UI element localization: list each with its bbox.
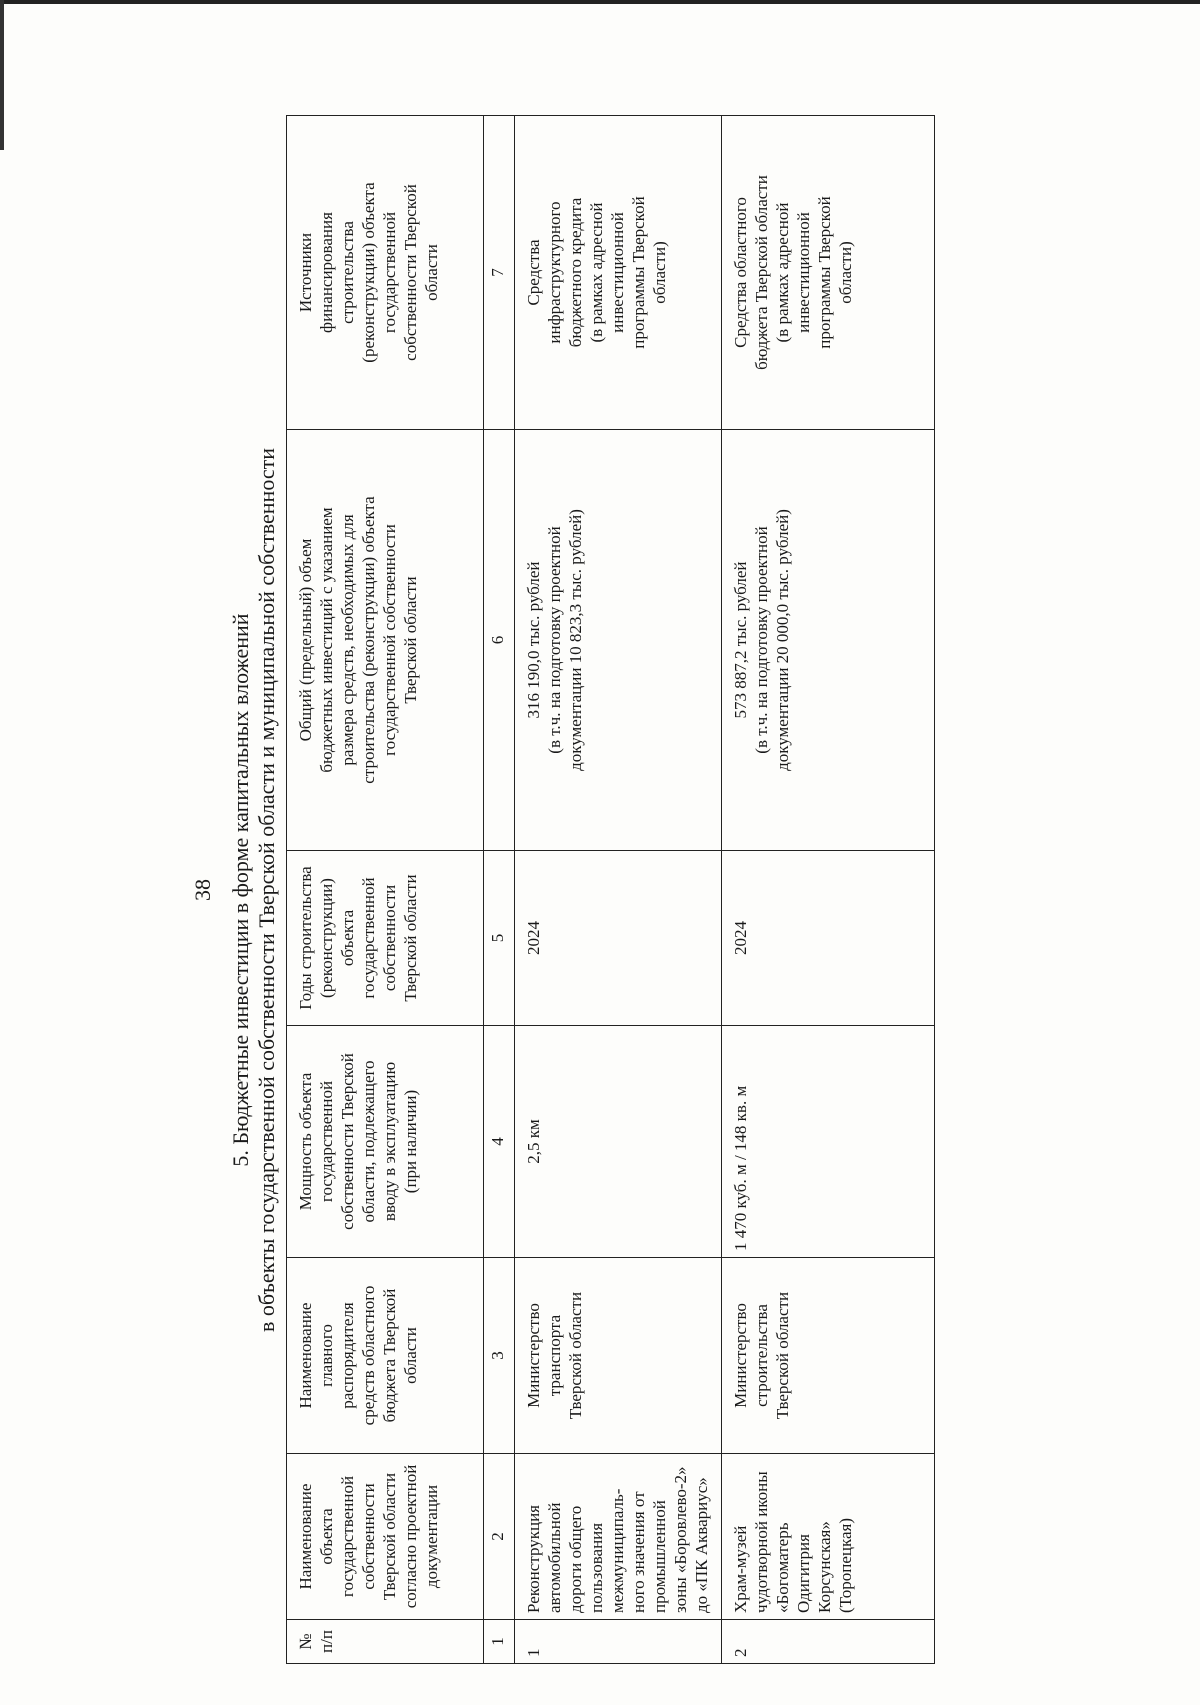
- scan-edge-left: [0, 0, 4, 150]
- column-number: 2: [484, 1454, 515, 1620]
- header-cell-years: Годы строительства (реконструкции) объекта государственной собственности Тверской области: [287, 851, 484, 1026]
- scan-edge-top: [0, 0, 1200, 4]
- cell-manager: Министерство транспорта Тверской области: [515, 1258, 722, 1454]
- column-number: 6: [484, 430, 515, 851]
- cell-manager: Министерство строительства Тверской области: [722, 1258, 935, 1454]
- column-number: 1: [484, 1620, 515, 1664]
- column-number: 4: [484, 1026, 515, 1258]
- table-row: [515, 116, 722, 1664]
- cell-years: 2024: [722, 851, 935, 1026]
- cell-capacity: 2,5 км: [515, 1026, 722, 1258]
- header-cell-manager: Наименование главного распорядителя средств областного бюджета Тверской области: [287, 1258, 484, 1454]
- cell-source: Средства инфраструктурного бюджетного кредита (в рамках адресной инвестиционной программы Тверской области): [515, 116, 722, 430]
- table-row: [722, 116, 935, 1664]
- header-cell-source: Источники финансирования строительства (реконструкции) объекта государственной собственности Тверской области: [287, 116, 484, 430]
- header-cell-object-name: Наименование объекта государственной собственности Тверской области согласно проектной документации: [287, 1454, 484, 1620]
- table-column-number-row: [484, 116, 515, 1664]
- column-number: 5: [484, 851, 515, 1026]
- cell-years: 2024: [515, 851, 722, 1026]
- table-header-row: [287, 116, 484, 1664]
- header-cell-volume: Общий (предельный) объем бюджетных инвестиций с указанием размера средств, необходимых для строительства (реконструкции) объекта государственной собственности Тверской области: [287, 430, 484, 851]
- header-cell-capacity: Мощность объекта государственной собственности Тверской области, подлежащего вводу в эксплуатацию (при наличии): [287, 1026, 484, 1258]
- section-title-line2: в объекты государственной собственности Тверской области и муниципальной собственности: [254, 447, 279, 1333]
- cell-source: Средства областного бюджета Тверской области (в рамках адресной инвестиционной программы Тверской области): [722, 116, 935, 430]
- cell-object-name: Храм-музей чудотворной иконы «Богоматерь Одигитрия Корсунская» (Торопецкая): [722, 1454, 935, 1620]
- cell-num: 1: [515, 1620, 722, 1664]
- cell-volume: 573 887,2 тыс. рублей (в т.ч. на подготовку проектной документации 20 000,0 тыс. рублей): [722, 430, 935, 851]
- cell-volume: 316 190,0 тыс. рублей (в т.ч. на подготовку проектной документации 10 823,3 тыс. рублей): [515, 430, 722, 851]
- section-title-line1: 5. Бюджетные инвестиции в форме капитальных вложений: [228, 613, 253, 1167]
- investment-table: [286, 115, 935, 1664]
- cell-num: 2: [722, 1620, 935, 1664]
- header-cell-num: № п/п: [287, 1620, 484, 1664]
- page-number: 38: [190, 879, 215, 901]
- column-number: 7: [484, 116, 515, 430]
- rotated-page: [140, 90, 1110, 1690]
- cell-capacity: 1 470 куб. м / 148 кв. м: [722, 1026, 935, 1258]
- cell-object-name: Реконструкция автомобильной дороги общего пользования межмуниципаль- ного значения от промышленной зоны «Боровлево-2» до «ПК Аквариус»: [515, 1454, 722, 1620]
- column-number: 3: [484, 1258, 515, 1454]
